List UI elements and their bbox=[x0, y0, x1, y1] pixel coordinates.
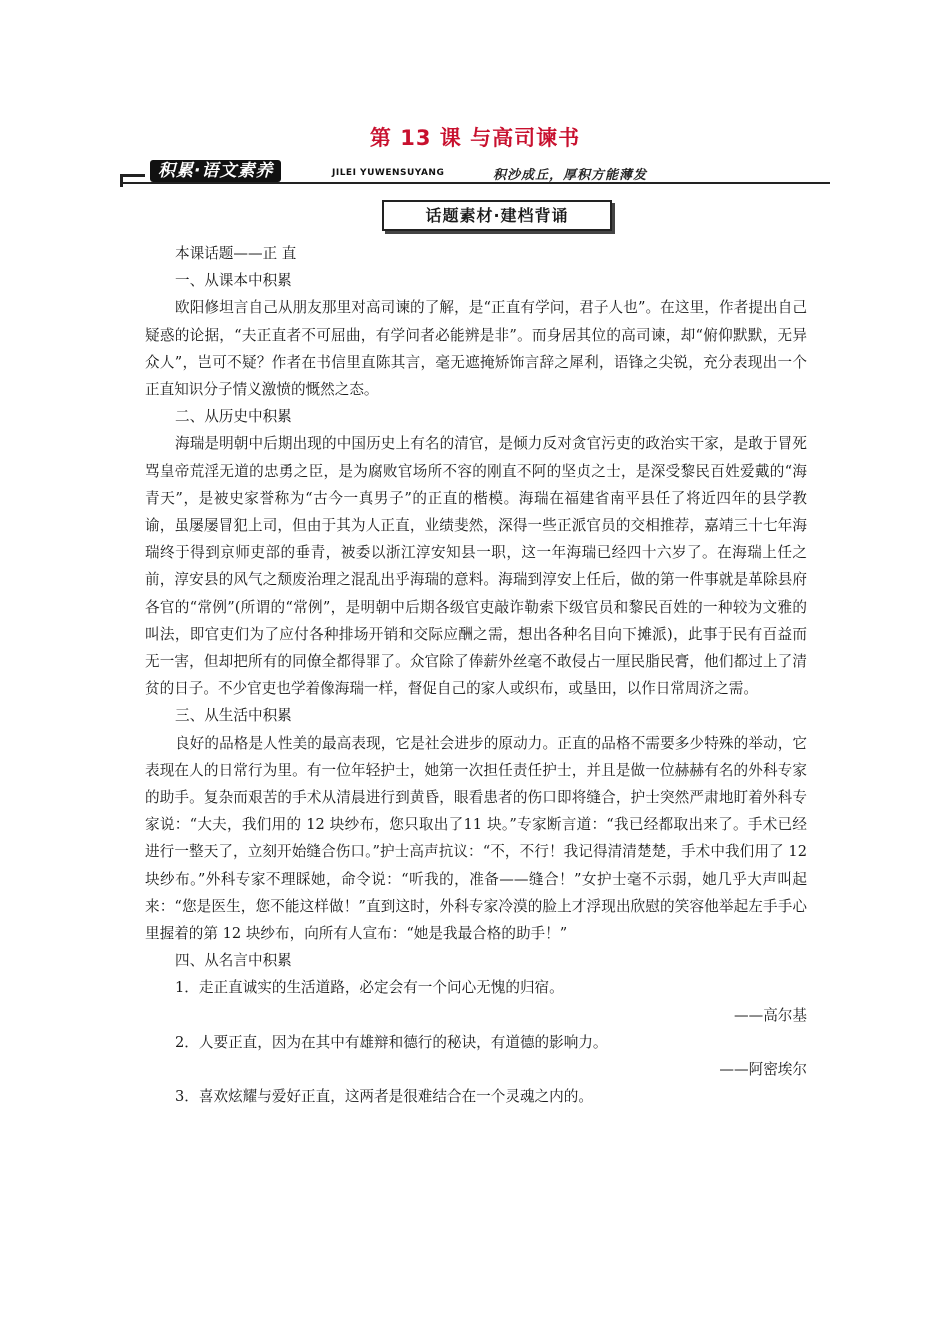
quote-author: ——阿密埃尔 bbox=[719, 1061, 807, 1079]
section-paragraph: 良好的品格是人性美的最高表现，它是社会进步的原动力。正直的品格不需要多少特殊的举动，它表现在人的日常行为里。有一位年轻护士，她第一次担任责任护士，并且是做一位赫赫有名的外科专家的助手。复杂而艰苦的手术从清晨进行到黄昏，眼看患者的伤口即将缝合，护士突然严肃地盯着外科专家说：“大夫，我们用的 12 块纱布，您只取出了11 块。”专家断言道：“我已经都取出来了。手术已经进行一整天了，立刻开始缝合伤口。”护士高声抗议：“不，不行！我记得清清楚楚，手术中我们用了 12 块纱布。”外科专家不理睬她，命令说：“听我的，准备——缝合！”女护士毫不示弱，她几乎大声叫起来：“您是医生，您不能这样做！”直到这时，外科专家冷漠的脸上才浮现出欣慰的笑容他举起左手手心里握着的第 12 块纱布，向所有人宣布：“她是我最合格的助手！” bbox=[145, 734, 807, 943]
section-banner bbox=[120, 160, 830, 188]
banner-english-label: JILEI YUWENSUYANG bbox=[332, 168, 445, 178]
banner-slogan: 积沙成丘，厚积方能薄发 bbox=[493, 168, 648, 183]
section-heading: 三、从生活中积累 bbox=[175, 707, 292, 725]
quote-author: ——高尔基 bbox=[734, 1006, 807, 1024]
section-paragraph: 欧阳修坦言自己从朋友那里对高司谏的了解，是“正直有学问，君子人也”。在这里，作者提出自己疑惑的论据，“夫正直者不可屈曲，有学问者必能辨是非”。而身居其位的高司谏，却“俯仰默默，无异众人”，岂可不疑？作者在书信里直陈其言，毫无遮掩矫饰言辞之犀利，语锋之尖锐，充分表现出一个正直知识分子情义激愤的慨然之态。 bbox=[145, 299, 807, 399]
quote-text: 1．走正直诚实的生活道路，必定会有一个问心无愧的归宿。 bbox=[175, 979, 564, 997]
section-paragraph: 海瑞是明朝中后期出现的中国历史上有名的清官，是倾力反对贪官污吏的政治实干家，是敢于冒死骂皇帝荒淫无道的忠勇之臣，是为腐败官场所不容的刚直不阿的坚贞之士，是深受黎民百姓爱戴的“海青天”，是被史家誉称为“古今一真男子”的正直的楷模。海瑞在福建省南平县任了将近四年的县学教谕，虽屡屡冒犯上司，但由于其为人正直，业绩斐然，深得一些正派官员的交相推荐，嘉靖三十七年海瑞终于得到京师吏部的垂青，被委以浙江淳安知县一职，这一年海瑞已经四十六岁了。在海瑞上任之前，淳安县的风气之颓废治理之混乱出乎海瑞的意料。海瑞到淳安上任后，做的第一件事就是革除县府各官的“常例”(所谓的“常例”，是明朝中后期各级官吏敲诈勒索下级官员和黎民百姓的一种较为文雅的叫法，即官吏们为了应付各种排场开销和交际应酬之需，想出各种名目向下摊派)，此事于民有百益而无一害，但却把所有的同僚全都得罪了。众官除了俸薪外丝毫不敢侵占一厘民脂民膏，他们都过上了清贫的日子。不少官吏也学着像海瑞一样，督促自己的家人或织布，或垦田，以作日常周济之需。 bbox=[145, 435, 807, 698]
section-heading: 一、从课本中积累 bbox=[175, 272, 292, 290]
section-title-box: 话题素材·建档背诵 bbox=[382, 200, 612, 231]
quote-text: 3．喜欢炫耀与爱好正直，这两者是很难结合在一个灵魂之内的。 bbox=[175, 1088, 593, 1106]
topic-line: 本课话题——正 直 bbox=[175, 245, 297, 262]
banner-step-decoration bbox=[120, 174, 145, 187]
lesson-title: 第 13 课 与高司谏书 bbox=[369, 126, 581, 150]
section-heading: 二、从历史中积累 bbox=[175, 408, 292, 426]
banner-main-label: 积累·语文素养 bbox=[150, 160, 281, 182]
article-body bbox=[145, 240, 807, 1111]
banner-rule bbox=[120, 182, 830, 184]
quote-text: 2．人要正直，因为在其中有雄辩和德行的秘诀，有道德的影响力。 bbox=[175, 1033, 608, 1051]
section-heading: 四、从名言中积累 bbox=[175, 952, 292, 970]
